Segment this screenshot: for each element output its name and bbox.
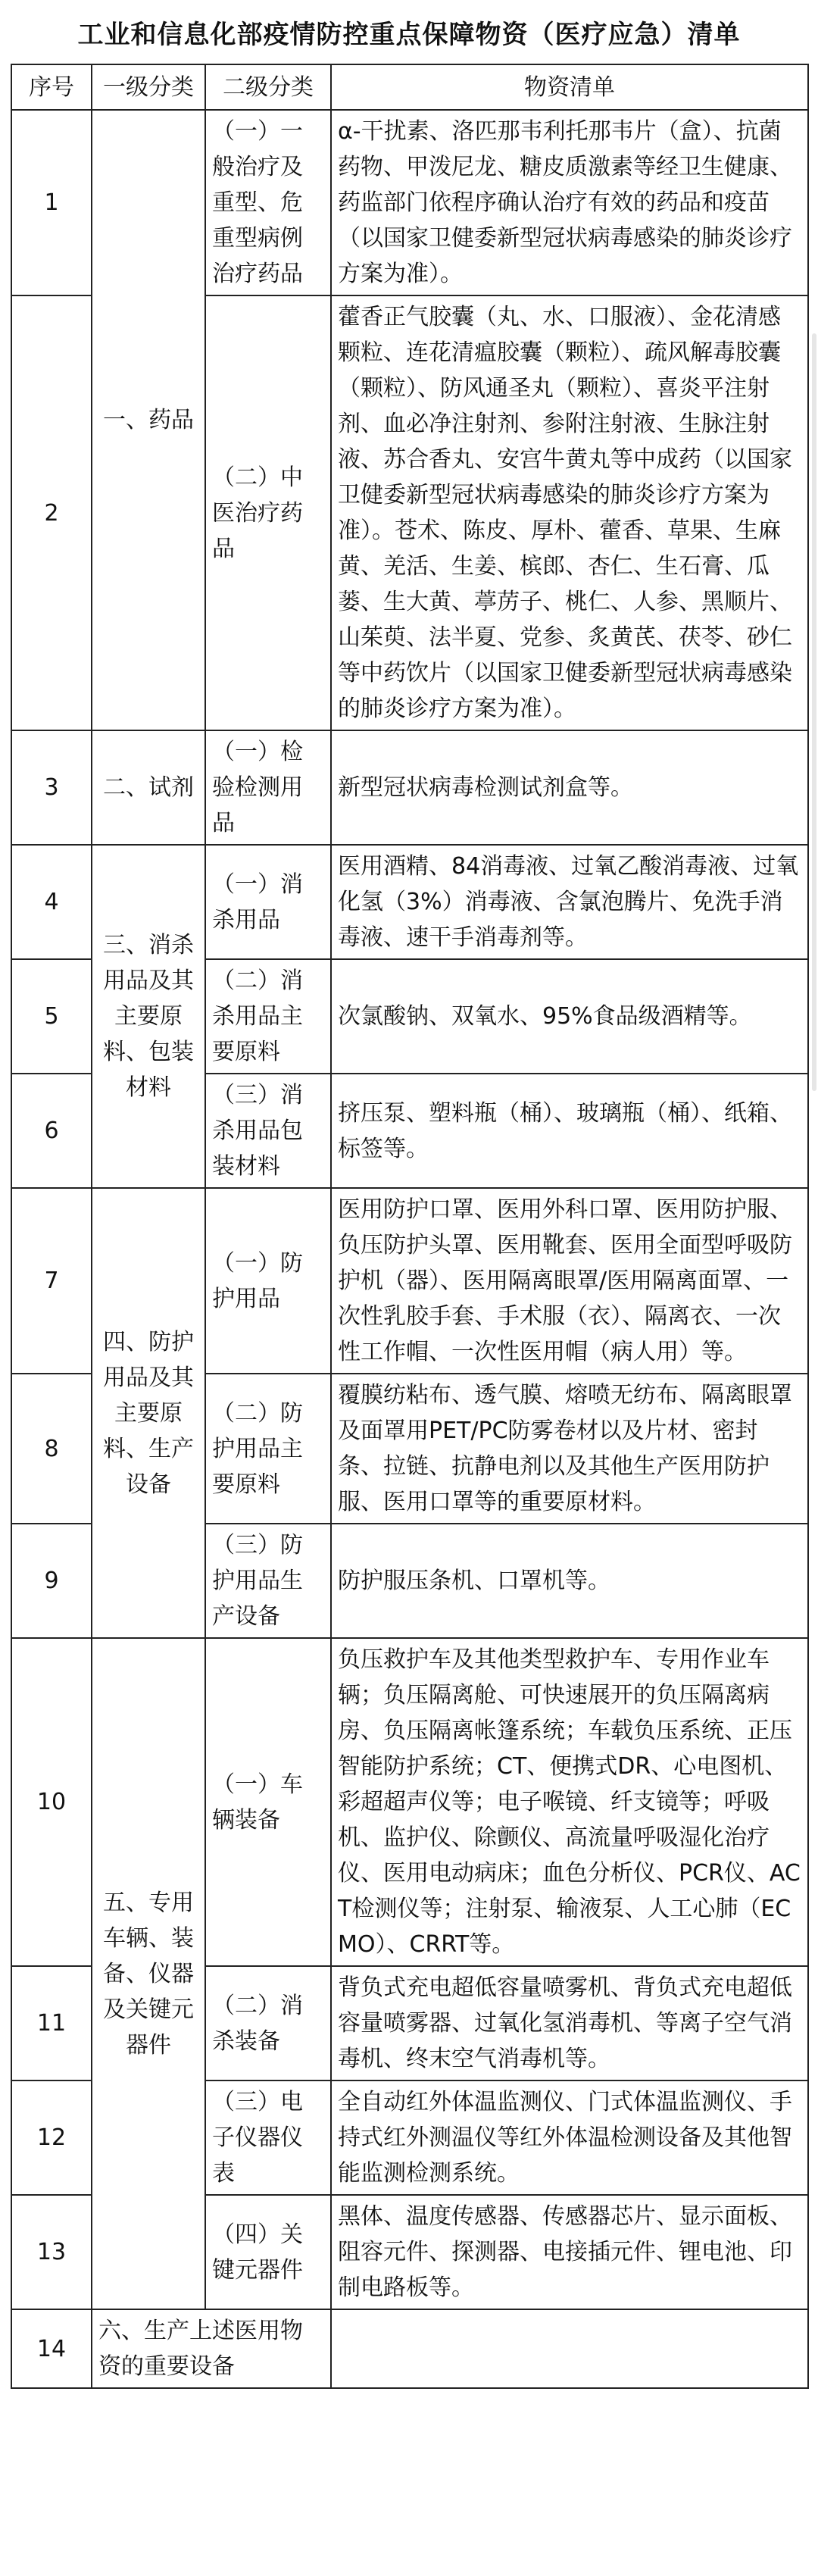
supplies-table	[11, 64, 809, 2389]
level2-category: （一）一般治疗及重型、危重型病例治疗药品	[205, 110, 331, 295]
row-number: 1	[11, 110, 92, 295]
level2-category: （二）消杀装备	[205, 1966, 331, 2080]
row-number: 14	[11, 2309, 92, 2388]
row-number: 6	[11, 1074, 92, 1188]
level1-category-reagents: 二、试剂	[92, 730, 205, 845]
table-row	[11, 110, 808, 295]
level1-category-drugs: 一、药品	[92, 110, 205, 730]
supply-list: 防护服压条机、口罩机等。	[331, 1524, 808, 1638]
row-number: 10	[11, 1638, 92, 1966]
row-number: 11	[11, 1966, 92, 2080]
row-number: 8	[11, 1374, 92, 1524]
row-number: 5	[11, 959, 92, 1074]
supply-list: 覆膜纺粘布、透气膜、熔喷无纺布、隔离眼罩及面罩用PET/PC防雾卷材以及片材、密封条、拉链、抗静电剂以及其他生产医用防护服、医用口罩等的重要原材料。	[331, 1374, 808, 1524]
supply-list	[331, 2309, 808, 2388]
level2-category: （一）防护用品	[205, 1188, 331, 1374]
row-number: 3	[11, 730, 92, 845]
row-number: 7	[11, 1188, 92, 1374]
level2-category: （二）消杀用品主要原料	[205, 959, 331, 1074]
level1-category-production: 六、生产上述医用物资的重要设备	[92, 2309, 331, 2388]
table-row	[11, 2309, 808, 2388]
table-header-row	[11, 64, 808, 110]
row-number: 2	[11, 295, 92, 730]
level2-category: （一）车辆装备	[205, 1638, 331, 1966]
header-items: 物资清单	[331, 64, 808, 110]
level2-category: （一）消杀用品	[205, 845, 331, 959]
header-level2: 二级分类	[205, 64, 331, 110]
document-title: 工业和信息化部疫情防控重点保障物资（医疗应急）清单	[77, 20, 741, 50]
table-row	[11, 1188, 808, 1374]
table-row	[11, 1638, 808, 1966]
level2-category: （三）电子仪器仪表	[205, 2080, 331, 2195]
supply-list: 藿香正气胶囊（丸、水、口服液）、金花清感颗粒、连花清瘟胶囊（颗粒）、疏风解毒胶囊（颗粒）、防风通圣丸（颗粒）、喜炎平注射剂、血必净注射剂、参附注射液、生脉注射液、苏合香丸、安宫牛黄丸等中成药（以国家卫健委新型冠状病毒感染的肺炎诊疗方案为准）。苍术、陈皮、厚朴、藿香、草果、生麻黄、羌活、生姜、槟郎、杏仁、生石膏、瓜蒌、生大黄、葶苈子、桃仁、人参、黑顺片、山茱萸、法半夏、党参、炙黄芪、茯苓、砂仁等中药饮片（以国家卫健委新型冠状病毒感染的肺炎诊疗方案为准）。	[331, 295, 808, 730]
level2-category: （四）关键元器件	[205, 2195, 331, 2309]
supply-list: 次氯酸钠、双氧水、95%食品级酒精等。	[331, 959, 808, 1074]
level2-category: （一）检验检测用品	[205, 730, 331, 845]
level2-category: （二）中医治疗药品	[205, 295, 331, 730]
table-row	[11, 845, 808, 959]
header-no: 序号	[11, 64, 92, 110]
supply-list: 背负式充电超低容量喷雾机、背负式充电超低容量喷雾器、过氧化氢消毒机、等离子空气消毒机、终末空气消毒机等。	[331, 1966, 808, 2080]
level2-category: （二）防护用品主要原料	[205, 1374, 331, 1524]
supply-list: 挤压泵、塑料瓶（桶）、玻璃瓶（桶）、纸箱、标签等。	[331, 1074, 808, 1188]
supply-list: 新型冠状病毒检测试剂盒等。	[331, 730, 808, 845]
header-level1: 一级分类	[92, 64, 205, 110]
supply-list: 负压救护车及其他类型救护车、专用作业车辆；负压隔离舱、可快速展开的负压隔离病房、负压隔离帐篷系统；车载负压系统、正压智能防护系统；CT、便携式DR、心电图机、彩超超声仪等；电子喉镜、纤支镜等；呼吸机、监护仪、除颤仪、高流量呼吸湿化治疗仪、医用电动病床；血色分析仪、PCR仪、ACT检测仪等；注射泵、输液泵、人工心肺（ECMO）、CRRT等。	[331, 1638, 808, 1966]
level2-category: （三）防护用品生产设备	[205, 1524, 331, 1638]
row-number: 4	[11, 845, 92, 959]
row-number: 9	[11, 1524, 92, 1638]
level1-category-protect: 四、防护用品及其主要原料、生产设备	[92, 1188, 205, 1638]
row-number: 13	[11, 2195, 92, 2309]
supply-list: α-干扰素、洛匹那韦利托那韦片（盒）、抗菌药物、甲泼尼龙、糖皮质激素等经卫生健康、药监部门依程序确认治疗有效的药品和疫苗（以国家卫健委新型冠状病毒感染的肺炎诊疗方案为准）。	[331, 110, 808, 295]
level2-category: （三）消杀用品包装材料	[205, 1074, 331, 1188]
supply-list: 医用防护口罩、医用外科口罩、医用防护服、负压防护头罩、医用靴套、医用全面型呼吸防护机（器）、医用隔离眼罩/医用隔离面罩、一次性乳胶手套、手术服（衣）、隔离衣、一次性工作帽、一次性医用帽（病人用）等。	[331, 1188, 808, 1374]
supply-list: 医用酒精、84消毒液、过氧乙酸消毒液、过氧化氢（3%）消毒液、含氯泡腾片、免洗手消毒液、速干手消毒剂等。	[331, 845, 808, 959]
row-number: 12	[11, 2080, 92, 2195]
level1-category-vehicles: 五、专用车辆、装备、仪器及关键元器件	[92, 1638, 205, 2309]
level1-category-disinfect: 三、消杀用品及其主要原料、包装材料	[92, 845, 205, 1188]
supply-list: 黑体、温度传感器、传感器芯片、显示面板、阻容元件、探测器、电接插元件、锂电池、印制电路板等。	[331, 2195, 808, 2309]
scrollbar[interactable]	[812, 333, 816, 1091]
table-row	[11, 730, 808, 845]
supply-list: 全自动红外体温监测仪、门式体温监测仪、手持式红外测温仪等红外体温检测设备及其他智能监测检测系统。	[331, 2080, 808, 2195]
